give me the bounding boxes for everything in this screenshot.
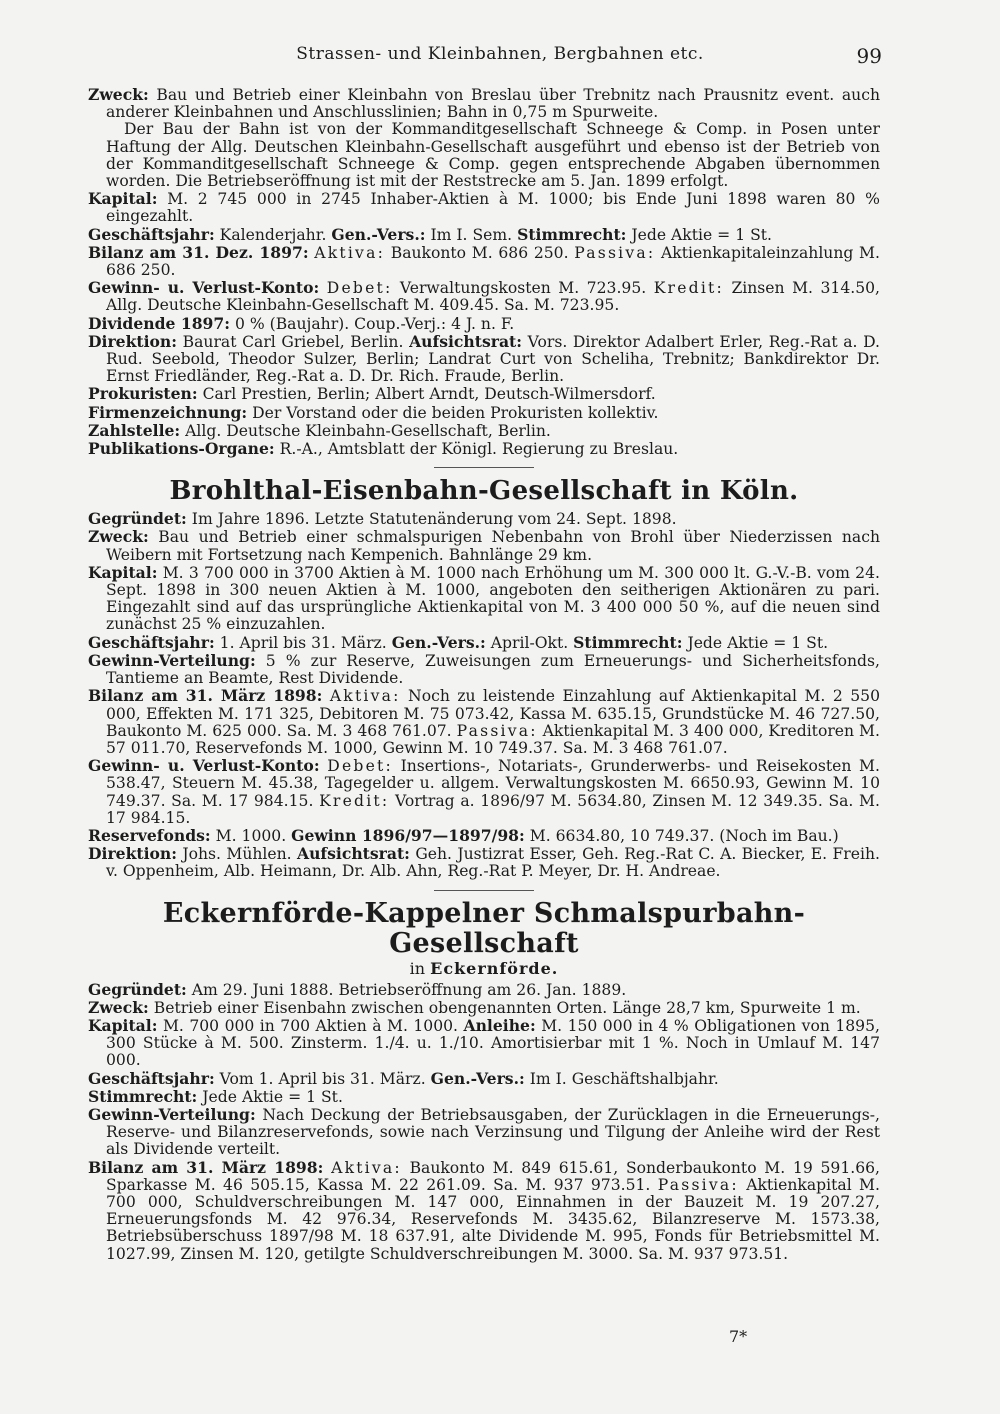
- entry-label: Direktion:: [88, 844, 178, 864]
- entry-label: Stimmrecht:: [573, 632, 683, 652]
- entry-label: Dividende 1897:: [88, 313, 231, 333]
- entry-text: Im Jahre 1896. Letzte Statutenänderung vom 24. Sept. 1898.: [191, 510, 677, 529]
- subheading-prefix: in: [409, 958, 426, 978]
- entry-gegruendet: [88, 981, 880, 999]
- entry-text: 1. April bis 31. März.: [219, 633, 387, 652]
- entry-label: Prokuristen:: [88, 384, 198, 404]
- page-number: 99: [856, 44, 882, 68]
- entry-gegruendet: [88, 510, 880, 528]
- passiva-label: Passiva:: [456, 721, 538, 740]
- entry-text: Aktienkapital M. 3 400 000, Kreditoren M. 57 011.70, Reservefonds M. 1000, Gewinn M. 10 749.37. Sa. M. 3 468 761.07.: [106, 721, 880, 757]
- entry-text: Carl Prestien, Berlin; Albert Arndt, Deutsch-Wilmersdorf.: [202, 385, 656, 404]
- entry-direktion: [88, 333, 880, 386]
- entry-geschaeftsjahr: [88, 634, 880, 652]
- entry-gewinn-verlust: [88, 757, 880, 827]
- entry-text: Jede Aktie = 1 St.: [631, 225, 772, 244]
- entry-text: Johs. Mühlen.: [182, 845, 292, 864]
- entry-label: Anleihe:: [463, 1015, 536, 1035]
- entry-text: Nach Deckung der Betriebsausgaben, der Zurücklagen in die Erneuerungs-, Reserve- und Bilanzreservefonds, sowie nach Verzinsung und Tilgung der Anleihe wird der Rest als Dividende verteilt.: [106, 1105, 881, 1159]
- entry-text: M. 3 700 000 in 3700 Aktien à M. 1000 nach Erhöhung um M. 300 000 lt. G.-V.-B. vom 24. Sept. 1898 in 300 neuen Aktien à M. 1000, angeboten den seitherigen Aktionären zu pari. Eingezahlt sind auf das ursprüngliche Aktienkapital von M. 3 400 000 50 %, auf die neuen sind zunächst 25 % einzuzahlen.: [106, 563, 880, 634]
- entry-label: Bilanz am 31. März 1898:: [88, 686, 323, 706]
- entry-label: Gegründet:: [88, 979, 187, 999]
- entry-label: Gewinn 1896/97—1897/98:: [291, 825, 525, 845]
- entry-text: Vors. Direktor Adalbert Erler, Reg.-Rat a. D. Rud. Seebold, Theodor Sulzer, Berlin; Landrat Curt von Scheliha, Trebnitz; Bankdirektor Dr. Ernst Friedländer, Reg.-Rat a. D. Dr. Rich. Fraude, Berlin.: [106, 332, 881, 386]
- entry-gewinnverteilung: [88, 652, 880, 687]
- signature-mark: 7*: [729, 1327, 748, 1346]
- entry-text: Bau und Betrieb einer schmalspurigen Nebenbahn von Brohl über Niederzissen nach Weibern mit Fortsetzung nach Kempenich. Bahnlänge 29 km.: [106, 528, 880, 564]
- entry-text: 5 % zur Reserve, Zuweisungen zum Erneuerungs- und Sicherheitsfonds, Tantieme an Beamte, Rest Dividende.: [106, 651, 880, 688]
- entry-label: Gewinn- u. Verlust-Konto:: [88, 278, 320, 298]
- entry-firmenzeichnung: [88, 404, 880, 422]
- entry-text: M. 700 000 in 700 Aktien à M. 1000.: [162, 1016, 459, 1035]
- entry-label: Zweck:: [88, 85, 149, 104]
- entry-text: April-Okt.: [490, 633, 569, 652]
- kredit-label: Kredit:: [653, 279, 724, 298]
- page-body: [88, 86, 880, 1263]
- entry-label: Bilanz am 31. Dez. 1897:: [88, 242, 309, 262]
- entry-gewinnverteilung: [88, 1106, 880, 1159]
- entry-label: Aufsichtsrat:: [409, 331, 523, 351]
- entry-text: Zinsen M. 314.50, Allg. Deutsche Kleinbahn-Gesellschaft M. 409.45. Sa. M. 723.95.: [106, 279, 880, 315]
- passiva-label: Passiva:: [657, 1175, 739, 1194]
- entry-direktion: [88, 845, 880, 880]
- section-subheading: [88, 959, 880, 979]
- entry-text: Der Bau der Bahn ist von der Kommanditgesellschaft Schneege & Comp. in Posen unter Haftung der Allg. Deutschen Kleinbahn-Gesellschaft ausgeführt und ebenso ist der Betrieb von der Kommanditgesellschaft Schneege & Comp. gegen entsprechende Abgaben übernommen worden. Die Betriebseröffnung ist mit der Reststrecke am 5. Jan. 1899 erfolgt.: [106, 120, 880, 191]
- entry-text: Betrieb einer Eisenbahn zwischen obengenannten Orten. Länge 28,7 km, Spurweite 1 m.: [153, 998, 861, 1017]
- entry-label: Kapital:: [88, 1015, 158, 1035]
- entry-label: Firmenzeichnung:: [88, 402, 248, 422]
- entry-publikation: [88, 440, 880, 458]
- entry-label: Reservefonds:: [88, 825, 211, 845]
- entry-text: Geh. Justizrat Esser, Geh. Reg.-Rat C. A. Biecker, E. Freih. v. Oppenheim, Alb. Heimann, Dr. Alb. Ahn, Reg.-Rat P. Meyer, Dr. H. Andreae.: [106, 845, 880, 881]
- entry-label: Gewinn-Verteilung:: [88, 650, 256, 670]
- entry-text: M. 6634.80, 10 749.37. (Noch im Bau.): [529, 826, 839, 845]
- entry-label: Gewinn- u. Verlust-Konto:: [88, 756, 320, 776]
- entry-label: Stimmrecht:: [517, 224, 627, 244]
- entry-text: Aktienkapital M. 700 000, Schuldverschreibungen M. 147 000, Einnahmen in der Bauzeit M. 19 207.27, Erneuerungsfonds M. 42 976.34, Reservefonds M. 3435.62, Bilanzreserve M. 1573.38, Betriebsüberschuss 1897/98 M. 18 637.91, alte Dividende M. 995, Fonds für Betriebsmittel M. 1027.99, Zinsen M. 120, getilgte Schuldverschreibungen M. 3000. Sa. M. 937 973.51.: [106, 1175, 880, 1263]
- debet-label: Debet:: [326, 279, 393, 298]
- entry-text: Vortrag a. 1896/97 M. 5634.80, Zinsen M. 12 349.35. Sa. M. 17 984.15.: [106, 791, 880, 827]
- entry-bau: [88, 121, 880, 190]
- entry-text: M. 2 745 000 in 2745 Inhaber-Aktien à M. 1000; bis Ende Juni 1898 waren 80 % eingezahlt.: [106, 190, 880, 226]
- entry-text: Der Vorstand oder die beiden Prokuristen kollektiv.: [252, 403, 659, 422]
- section-heading-brohl: Brohlthal-Eisenbahn-Gesellschaft in Köln.: [169, 476, 799, 507]
- entry-label: Zweck:: [88, 527, 149, 547]
- entry-text: Bau und Betrieb einer Kleinbahn von Breslau über Trebnitz nach Prausnitz event. auch anderer Kleinbahnen und Anschlusslinien; Bahn in 0,75 m Spurweite.: [106, 86, 880, 122]
- entry-text: Allg. Deutsche Kleinbahn-Gesellschaft, Berlin.: [185, 421, 551, 440]
- entry-label: Aufsichtsrat:: [297, 844, 410, 864]
- entry-kapital: [88, 1017, 880, 1070]
- entry-text: M. 150 000 in 4 % Obligationen von 1895, 300 Stücke à M. 500. Zinsterm. 1./4. u. 1./10. Amortisierbar mit 1 %. Noch in Umlauf M. 147 000.: [106, 1016, 880, 1070]
- entry-zweck: [88, 999, 880, 1017]
- entry-text: Am 29. Juni 1888. Betriebseröffnung am 26. Jan. 1889.: [191, 980, 627, 999]
- entry-text: Baurat Carl Griebel, Berlin.: [182, 332, 404, 351]
- subheading-city: Eckernförde.: [430, 958, 559, 978]
- entry-text: Baukonto M. 849 615.61, Sonderbaukonto M. 19 591.66, Sparkasse M. 46 505.15, Kassa M. 22 261.09. Sa. M. 937 973.51.: [106, 1158, 880, 1194]
- running-head: Strassen- und Kleinbahnen, Bergbahnen etc.: [296, 44, 704, 64]
- entry-text: R.-A., Amtsblatt der Königl. Regierung zu Breslau.: [279, 440, 679, 459]
- entry-dividende: [88, 315, 880, 333]
- entry-label: Gen.-Vers.:: [391, 632, 486, 652]
- entry-text: Kalenderjahr.: [219, 225, 327, 244]
- entry-label: Bilanz am 31. März 1898:: [88, 1157, 324, 1177]
- entry-text: Jede Aktie = 1 St.: [687, 633, 829, 652]
- entry-label: Geschäftsjahr:: [88, 1068, 215, 1088]
- entry-text: Im I. Sem.: [430, 225, 513, 244]
- entry-kapital: [88, 190, 880, 225]
- entry-text: 0 % (Baujahr). Coup.-Verj.: 4 J. n. F.: [234, 314, 515, 333]
- entry-label: Gen.-Vers.:: [331, 224, 426, 244]
- entry-text: Baukonto M. 686 250.: [390, 243, 569, 262]
- entry-geschaeftsjahr: [88, 1070, 880, 1088]
- entry-bilanz: [88, 244, 880, 279]
- entry-gewinn-verlust: [88, 279, 880, 314]
- section-divider: [434, 890, 534, 891]
- entry-zahlstelle: [88, 422, 880, 440]
- entry-label: Zweck:: [88, 997, 149, 1017]
- entry-text: Jede Aktie = 1 St.: [202, 1087, 343, 1106]
- entry-label: Geschäftsjahr:: [88, 632, 215, 652]
- entry-text: Aktienkapitaleinzahlung M. 686 250.: [106, 243, 880, 280]
- entry-text: Noch zu leistende Einzahlung auf Aktienkapital M. 2 550 000, Effekten M. 171 325, Debitoren M. 75 073.42, Kassa M. 635.15, Grundstücke M. 46 727.50, Baukonto M. 625 000. Sa. M. 3 468 761.07.: [106, 687, 880, 740]
- entry-label: Geschäftsjahr:: [88, 224, 215, 244]
- entry-label: Gegründet:: [88, 509, 187, 529]
- aktiva-label: Aktiva:: [329, 687, 401, 706]
- entry-label: Kapital:: [88, 562, 158, 582]
- entry-text: Verwaltungskosten M. 723.95.: [399, 279, 647, 298]
- aktiva-label: Aktiva:: [314, 243, 386, 262]
- entry-label: Direktion:: [88, 331, 178, 351]
- entry-label: Kapital:: [88, 189, 158, 209]
- debet-label: Debet:: [327, 757, 393, 776]
- entry-prokuristen: [88, 385, 880, 403]
- entry-text: Vom 1. April bis 31. März.: [219, 1069, 426, 1088]
- entry-label: Publikations-Organe:: [88, 439, 275, 459]
- section-divider: [434, 467, 534, 468]
- entry-label: Stimmrecht:: [88, 1086, 198, 1106]
- kredit-label: Kredit:: [319, 791, 390, 810]
- section-heading-eckernfoerde: Eckernförde-Kappelner Schmalspurbahn-Gesellschaft: [162, 897, 806, 959]
- entry-label: Zahlstelle:: [88, 420, 181, 440]
- passiva-label: Passiva:: [574, 243, 656, 262]
- entry-label: Gewinn-Verteilung:: [88, 1104, 256, 1124]
- entry-text: M. 1000.: [215, 826, 287, 845]
- entry-bilanz: [88, 1159, 880, 1263]
- entry-zweck: [88, 86, 880, 121]
- entry-stimmrecht: [88, 1088, 880, 1106]
- entry-text: Im I. Geschäftshalbjahr.: [529, 1069, 719, 1088]
- entry-zweck: [88, 528, 880, 563]
- entry-kapital: [88, 564, 880, 634]
- entry-geschaeftsjahr: [88, 226, 880, 244]
- entry-bilanz: [88, 687, 880, 757]
- entry-label: Gen.-Vers.:: [430, 1068, 525, 1088]
- entry-text: Insertions-, Notariats-, Grunderwerbs- und Reisekosten M. 538.47, Steuern M. 45.38, Tagegelder u. allgem. Verwaltungskosten M. 6650.93, Gewinn M. 10 749.37. Sa. M. 17 984.15.: [106, 757, 880, 810]
- entry-reservefonds: [88, 827, 880, 845]
- aktiva-label: Aktiva:: [331, 1158, 402, 1177]
